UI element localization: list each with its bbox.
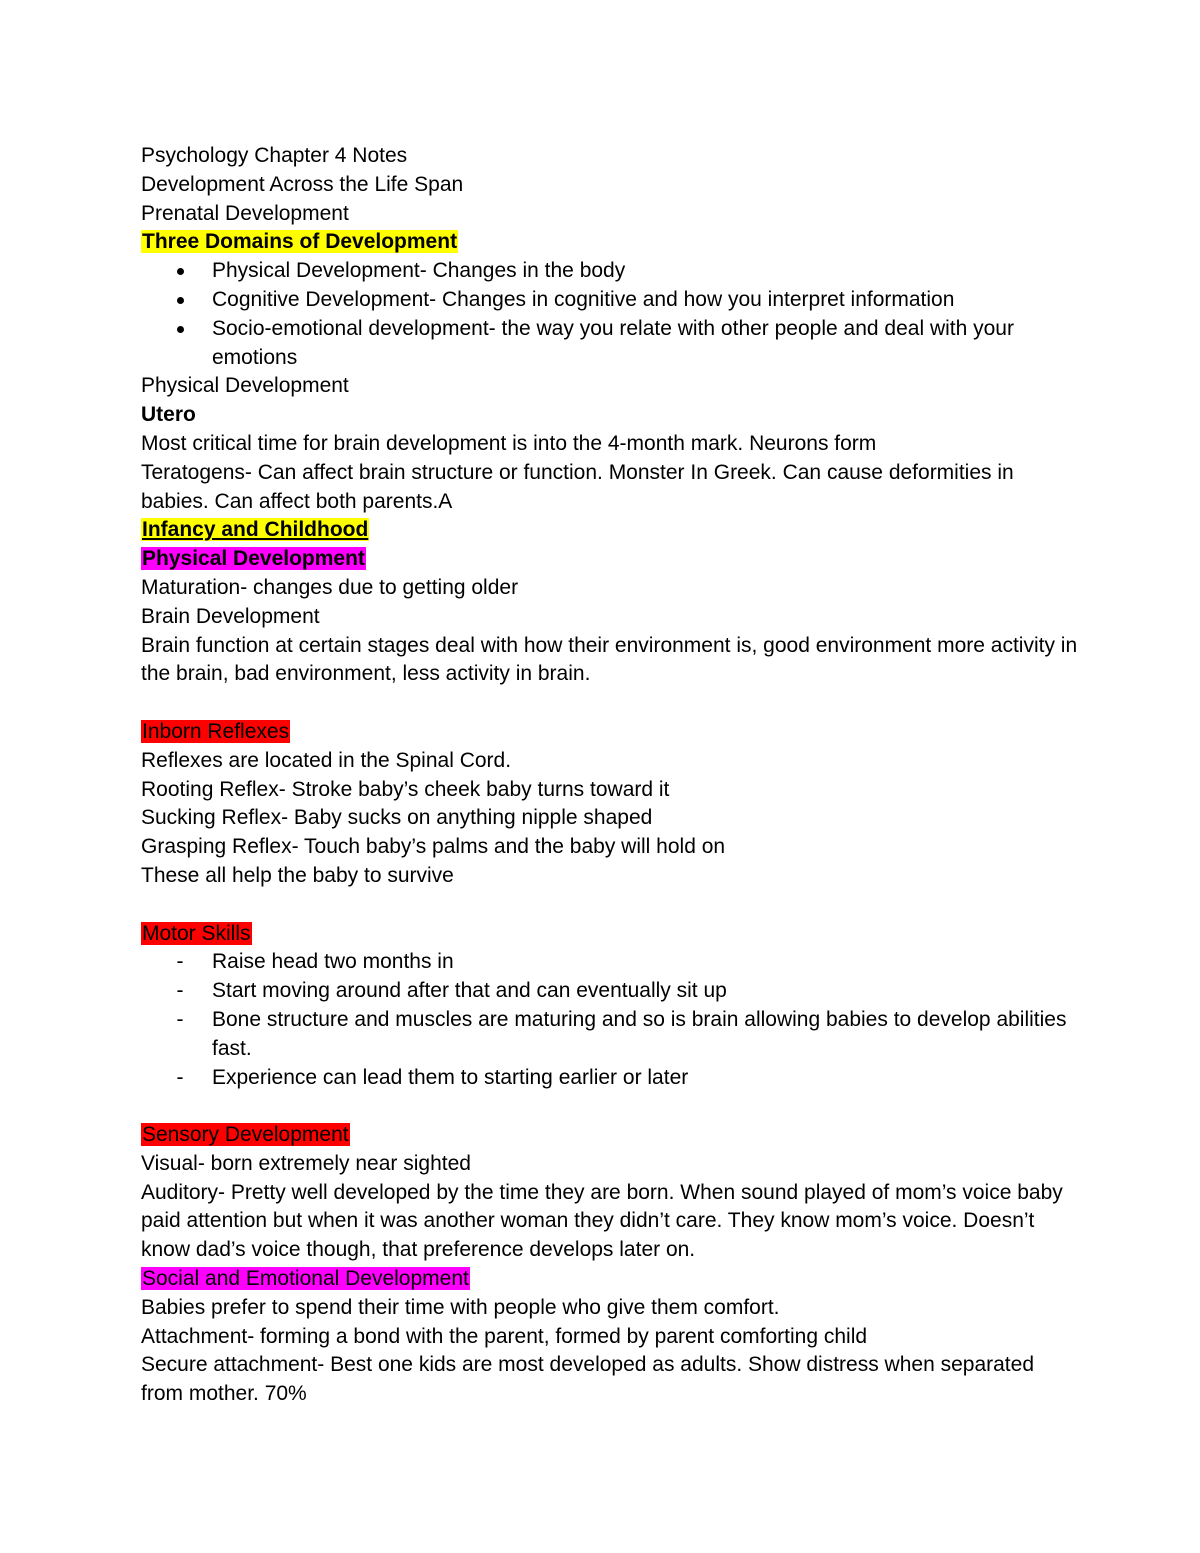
paragraph: Teratogens- Can affect brain structure or function. Monster In Greek. Can cause deformities in babies. Can affect both parents.A: [141, 460, 1014, 513]
bullet-icon: [173, 286, 187, 315]
list-item-text: Raise head two months in: [212, 950, 454, 974]
highlight-magenta: Social and Emotional Development: [142, 1267, 469, 1291]
blank-line: [141, 891, 1080, 920]
doc-title: Psychology Chapter 4 Notes: [141, 144, 408, 167]
highlight-red: Sensory Development: [142, 1123, 349, 1147]
dash-icon: -: [176, 979, 184, 1003]
paragraph: Sucking Reflex- Baby sucks on anything nipple shaped: [141, 806, 653, 830]
highlight-red: Motor Skills: [142, 921, 251, 945]
paragraph: Rooting Reflex- Stroke baby’s cheek baby turns toward it: [141, 777, 670, 801]
paragraph: Brain Development: [141, 604, 320, 628]
bullet-icon: [173, 315, 187, 344]
list-item: [141, 315, 1080, 373]
paragraph: Attachment- forming a bond with the parent, formed by parent comforting child: [141, 1324, 868, 1348]
highlight-red: Inborn Reflexes: [142, 719, 290, 743]
list-item-text: Start moving around after that and can eventually sit up: [212, 979, 727, 1003]
list-item: [141, 948, 1080, 977]
list-item: [141, 286, 1080, 315]
highlight-yellow: Infancy and Childhood: [142, 518, 369, 542]
list-item-text: Cognitive Development- Changes in cognitive and how you interpret information: [212, 287, 955, 311]
heading-three-domains: [141, 228, 1080, 257]
paragraph: Secure attachment- Best one kids are most developed as adults. Show distress when separated from mother. 70%: [141, 1353, 1034, 1406]
highlight-yellow: Three Domains of Development: [142, 230, 458, 254]
paragraph: Maturation- changes due to getting older: [141, 575, 519, 599]
dash-icon: -: [176, 950, 184, 974]
list-item-text: Experience can lead them to starting earlier or later: [212, 1065, 689, 1089]
paragraph: These all help the baby to survive: [141, 863, 454, 887]
list-item: [141, 1064, 1080, 1093]
list-item: [141, 257, 1080, 286]
list-item: [141, 977, 1080, 1006]
heading-motor-skills: [141, 920, 1080, 949]
heading-sensory-development: [141, 1121, 1080, 1150]
paragraph: Babies prefer to spend their time with people who give them comfort.: [141, 1295, 780, 1319]
list-item-text: Physical Development- Changes in the body: [212, 259, 626, 283]
section-prenatal: Prenatal Development: [141, 201, 349, 225]
highlight-magenta: Physical Development: [142, 547, 365, 571]
domains-bullet-list: [141, 257, 1080, 372]
paragraph: Reflexes are located in the Spinal Cord.: [141, 748, 512, 772]
blank-line: [141, 1092, 1080, 1121]
dash-icon: -: [176, 1065, 184, 1089]
paragraph: Brain function at certain stages deal with how their environment is, good environment more activity in the brain, bad environment, less activity in brain.: [141, 633, 1078, 686]
paragraph: Visual- born extremely near sighted: [141, 1151, 471, 1175]
heading-physical-development: Physical Development: [141, 374, 349, 398]
doc-subtitle: Development Across the Life Span: [141, 172, 464, 196]
heading-inborn-reflexes: [141, 718, 1080, 747]
bullet-icon: [173, 257, 187, 286]
heading-infancy: [141, 516, 1080, 545]
heading-utero: Utero: [141, 403, 196, 427]
list-item: [141, 1006, 1080, 1064]
heading-social-emotional: [141, 1265, 1080, 1294]
paragraph: Most critical time for brain development is into the 4-month mark. Neurons form: [141, 431, 877, 455]
blank-line: [141, 689, 1080, 718]
list-item-text: Bone structure and muscles are maturing and so is brain allowing babies to develop abilities fast.: [212, 1007, 1067, 1060]
paragraph: Auditory- Pretty well developed by the time they are born. When sound played of mom’s voice baby paid attention but when it was another woman they didn’t care. They know mom’s voice. Doesn’t know dad’s voice though, that preference develops later on.: [141, 1180, 1063, 1262]
list-item-text: Socio-emotional development- the way you relate with other people and deal with your emotions: [212, 316, 1014, 369]
paragraph: Grasping Reflex- Touch baby’s palms and the baby will hold on: [141, 835, 726, 859]
dash-icon: -: [176, 1007, 184, 1031]
subheading-physical-development: [141, 545, 1080, 574]
motor-dash-list: [141, 948, 1080, 1092]
